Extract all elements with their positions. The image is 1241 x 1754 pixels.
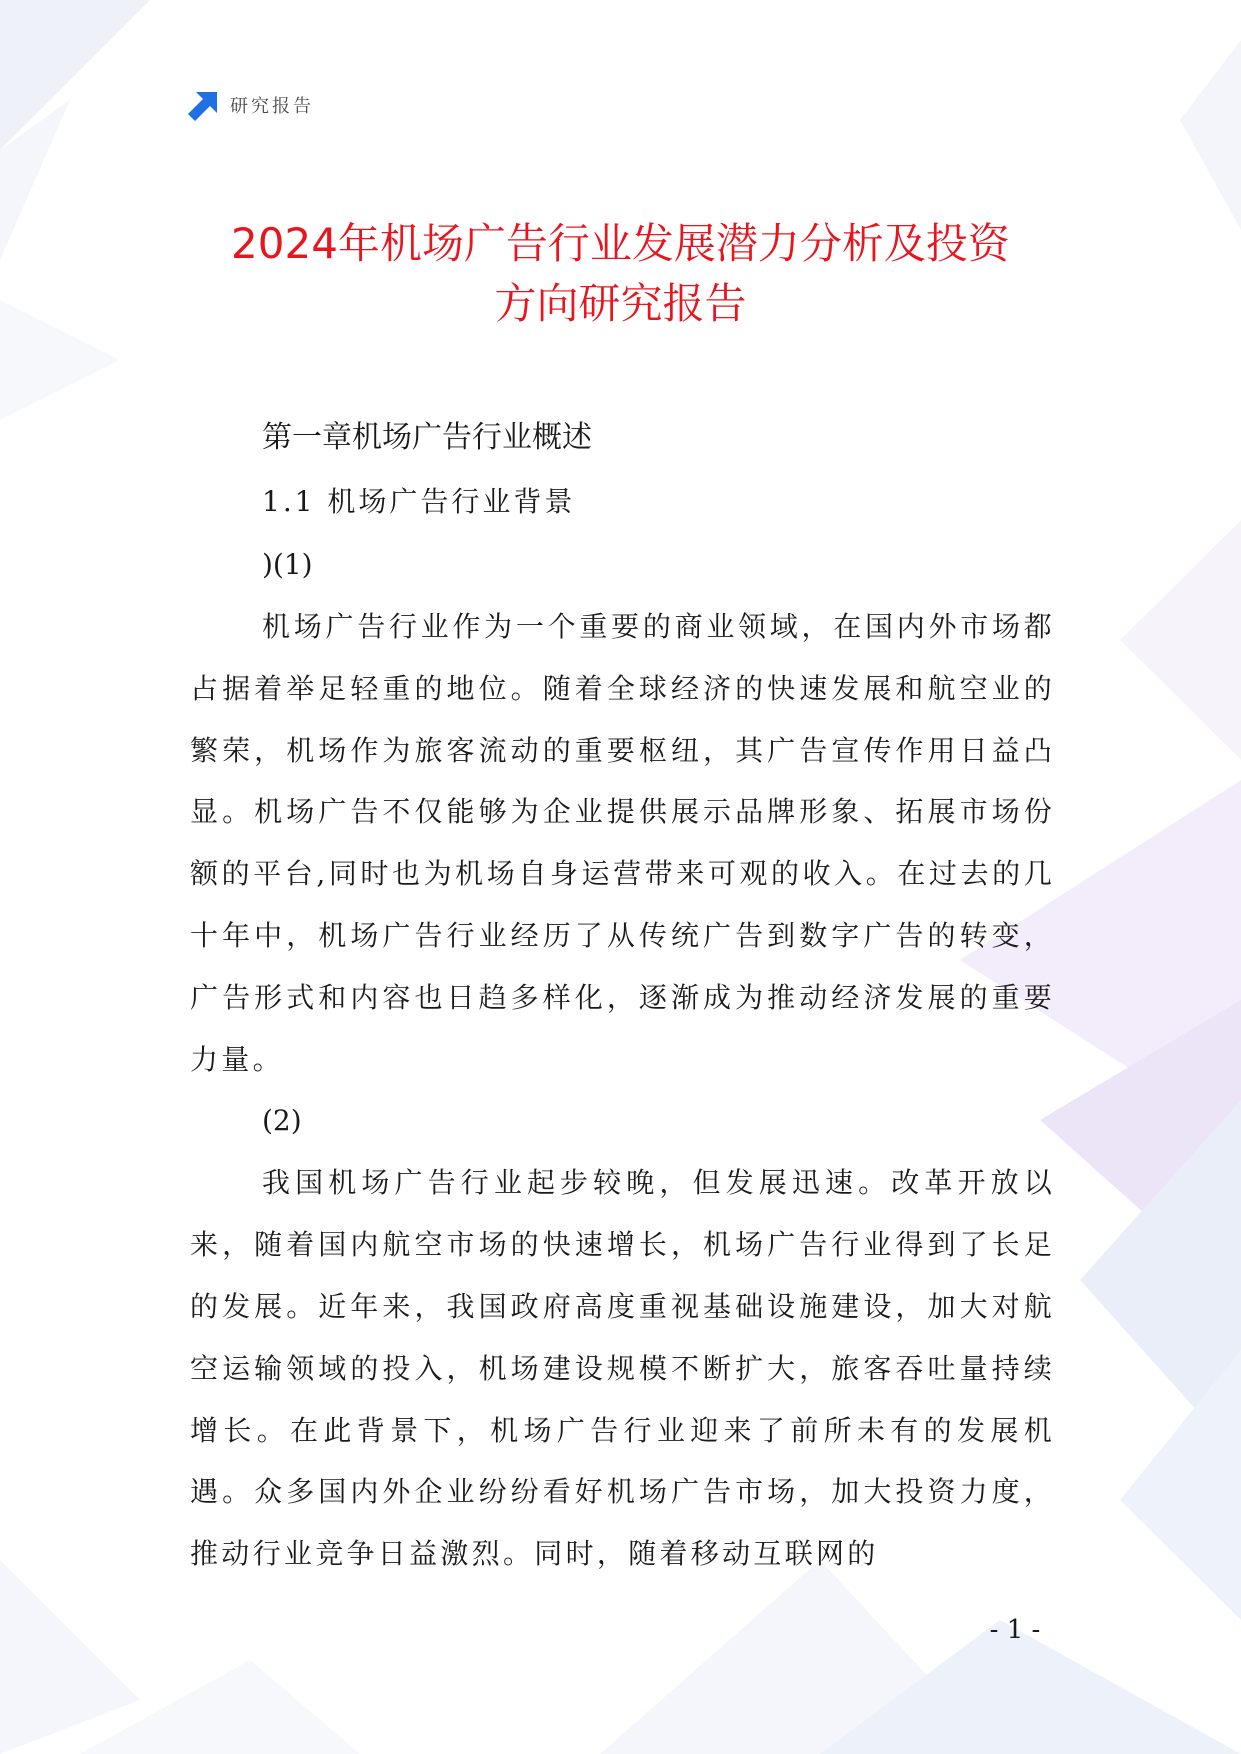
title-line-1: 2024年机场广告行业发展潜力分析及投资 <box>231 219 1010 268</box>
document-title <box>150 214 1091 334</box>
document-body <box>190 408 1055 1585</box>
chapter-heading: 第一章机场广告行业概述 <box>262 420 592 455</box>
section-heading: 1.1 机场广告行业背景 <box>262 485 576 518</box>
report-header <box>188 88 314 122</box>
item-marker-1: )(1) <box>262 548 313 581</box>
paragraph-1: 机场广告行业作为一个重要的商业领域，在国内外市场都占据着举足轻重的地位。随着全球经济的快速发展和航空业的繁荣，机场作为旅客流动的重要枢纽，其广告宣传作用日益凸显。机场广告不仅能够为企业提供展示品牌形象、拓展市场份额的平台,同时也为机场自身运营带来可观的收入。在过去的几十年中，机场广告行业经历了从传统广告到数字广告的转变，广告形式和内容也日趋多样化，逐渐成为推动经济发展的重要力量。 <box>190 610 1055 1076</box>
item-marker-2: (2) <box>262 1104 302 1138</box>
arrow-up-right-icon <box>188 89 220 121</box>
header-label: 研究报告 <box>230 96 314 117</box>
paragraph-2: 我国机场广告行业起步较晚，但发展迅速。改革开放以来，随着国内航空市场的快速增长，机场广告行业得到了长足的发展。近年来，我国政府高度重视基础设施建设，加大对航空运输领域的投入，机场建设规模不断扩大，旅客吞吐量持续增长。在此背景下，机场广告行业迎来了前所未有的发展机遇。众多国内外企业纷纷看好机场广告市场，加大投资力度，推动行业竞争日益激烈。同时，随着移动互联网的 <box>190 1166 1055 1571</box>
page-number: - 1 - <box>989 1615 1041 1645</box>
title-line-2: 方向研究报告 <box>494 279 747 328</box>
